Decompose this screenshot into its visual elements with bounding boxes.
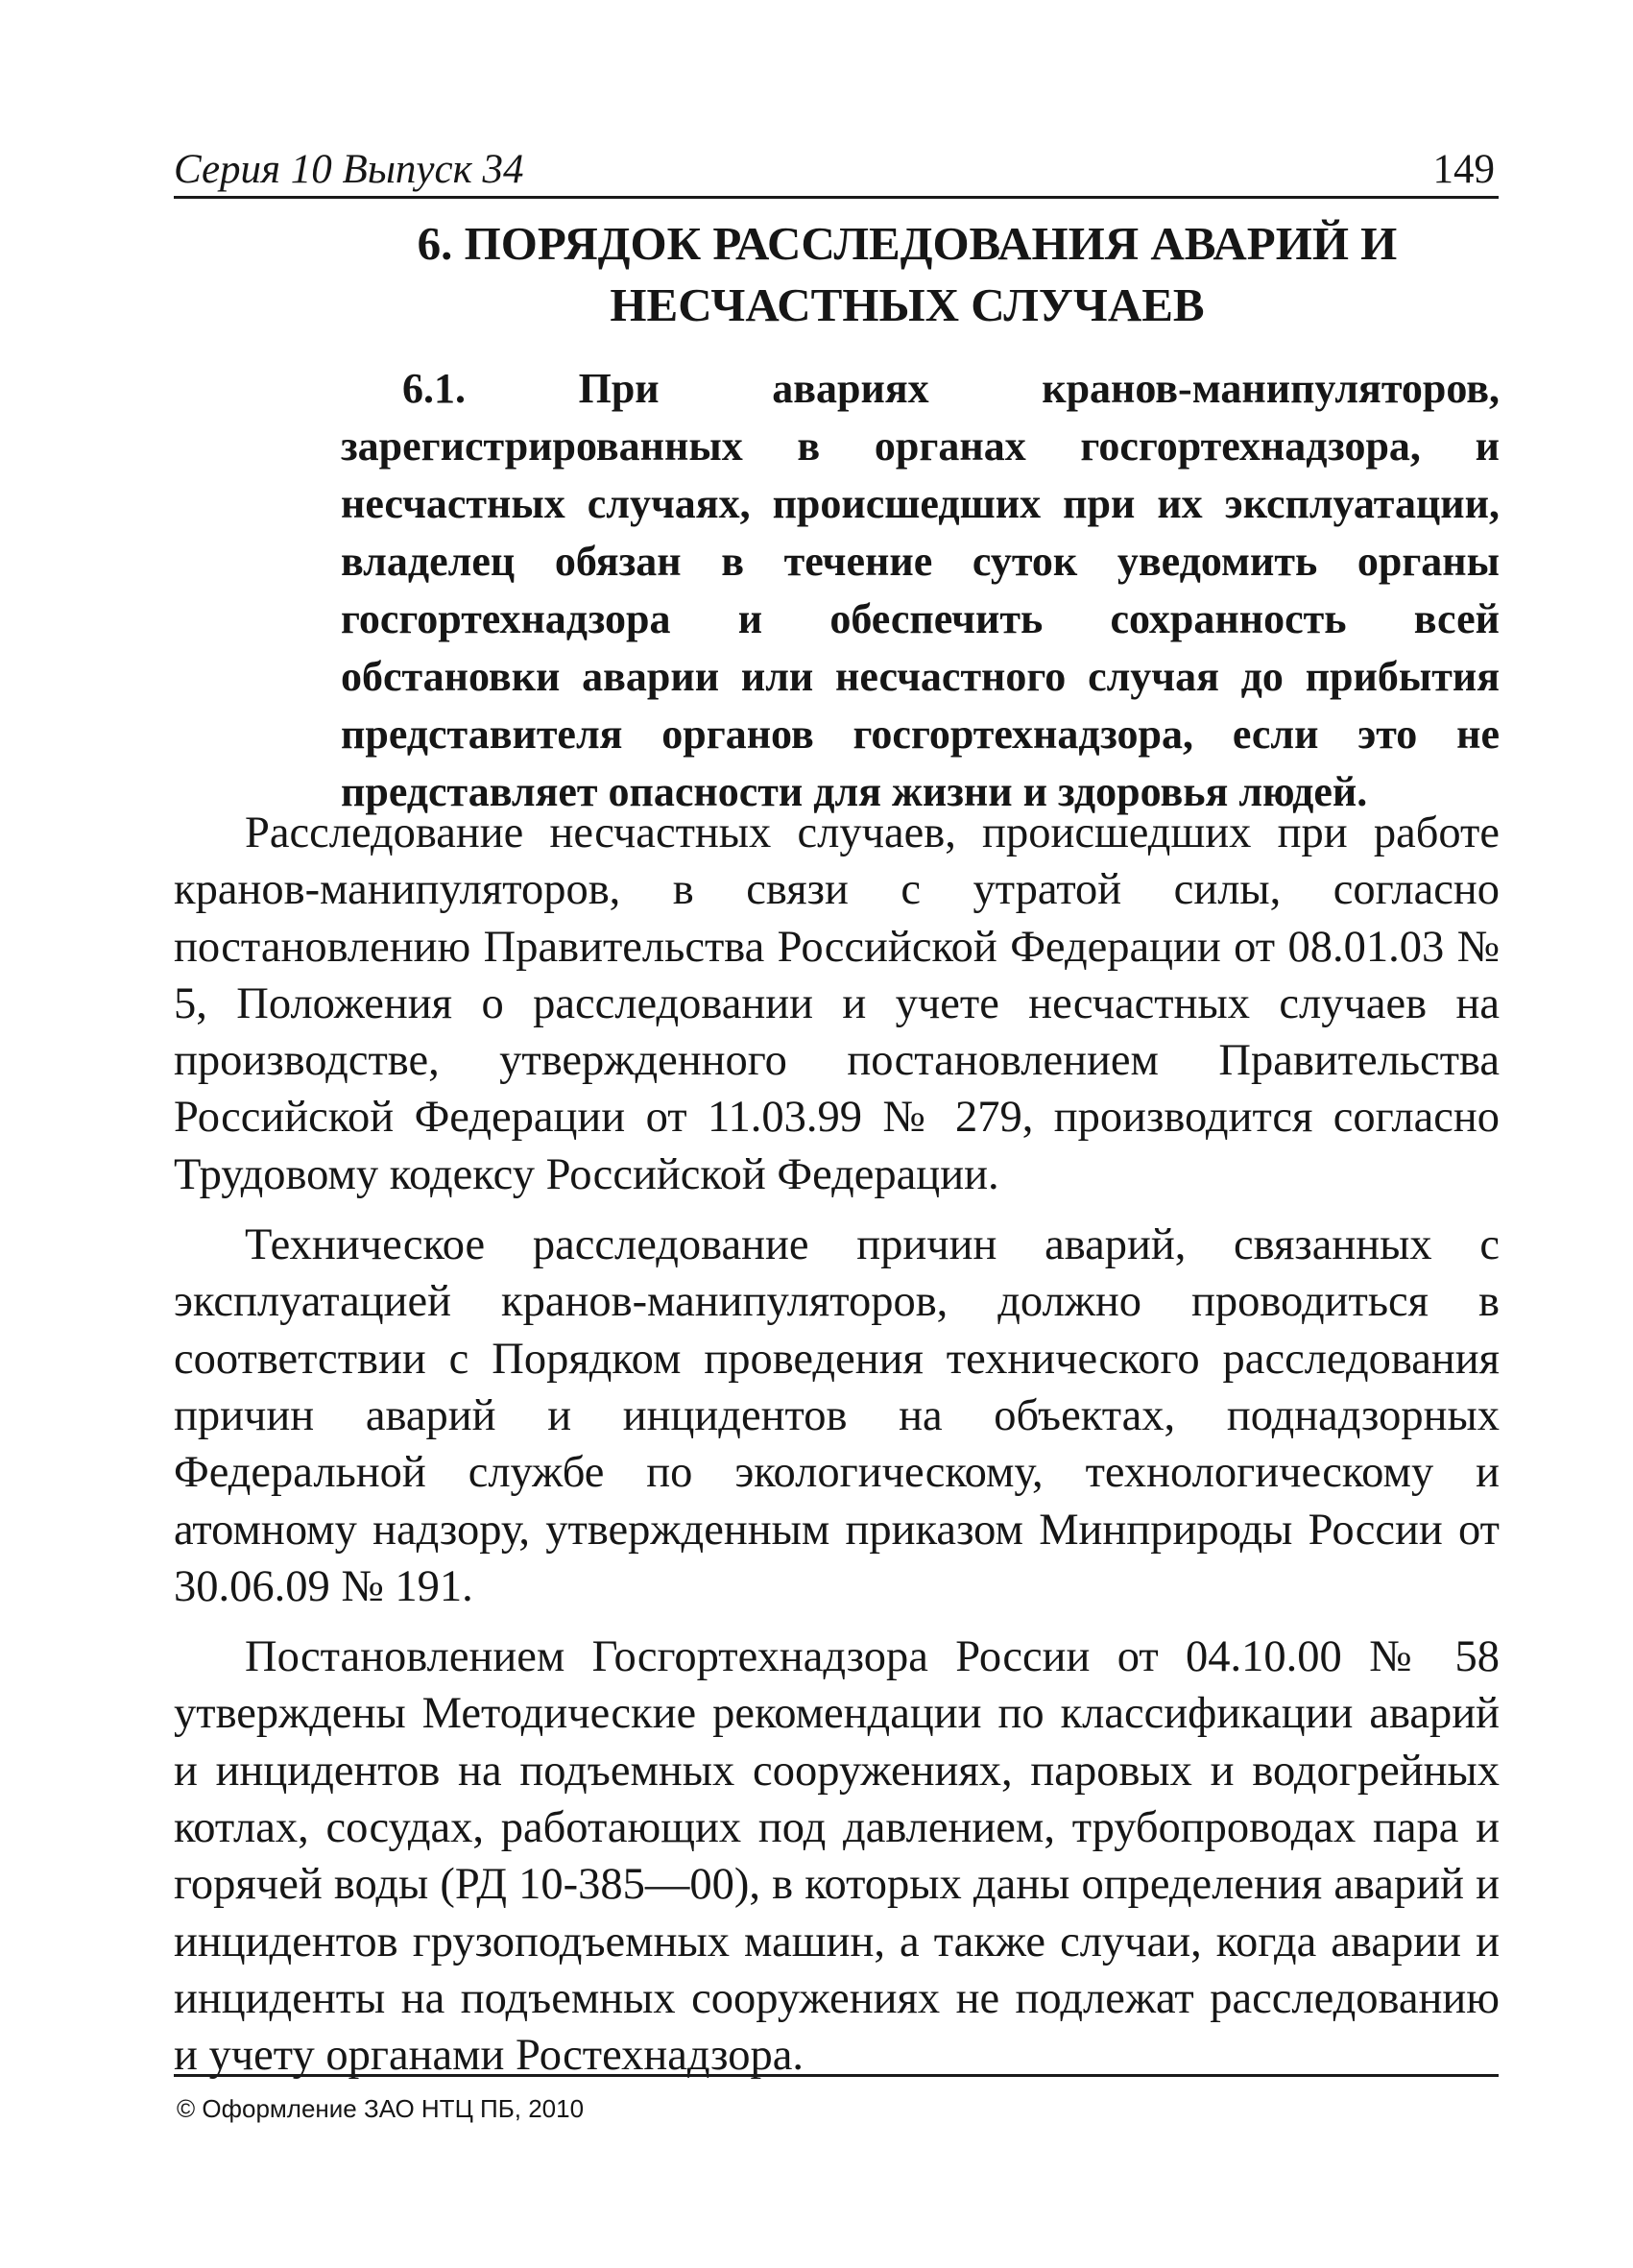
footer-copyright: © Оформление ЗАО НТЦ ПБ, 2010 bbox=[177, 2094, 585, 2123]
chapter-title-line-2: НЕСЧАСТНЫХ СЛУЧАЕВ bbox=[610, 278, 1205, 331]
section-6-1-text: 6.1. При авариях кранов-манипуляторов, зарегистрированных в органах госгортехнадзора, и несчастных случаях, происшедших при их эксплуатации, владелец обязан в течение суток уведомить органы госгортехнадзора и обеспечить сохранность всей обстановки аварии или несчастного случая до прибытия представителя органов госгортехнадзора, если это не представляет опасности для жизни и здоровья людей. bbox=[341, 365, 1500, 815]
body-text bbox=[174, 805, 1500, 2098]
chapter-title-line-1: 6. ПОРЯДОК РАССЛЕДОВАНИЯ АВАРИЙ И bbox=[417, 217, 1398, 270]
chapter-title bbox=[403, 213, 1411, 336]
paragraph-technical-investigation: Техническое расследование причин аварий, связанных с эксплуатацией кранов-манипуляторов, должно проводиться в соответствии с Порядком проведения технического расследования причин аварий и инцидентов на объектах, поднадзорных Федеральной службе по экологическому, технологическому и атомному надзору, утвержденным приказом Минприроды России от 30.06.09 № 191. bbox=[174, 1220, 1500, 1611]
series-label: Серия 10 Выпуск 34 bbox=[174, 147, 524, 192]
paragraph-accident-investigation: Расследование несчастных случаев, происшедших при работе кранов-манипуляторов, в связи с утратой силы, согласно постановлению Правительства Российской Федерации от 08.01.03 № 5, Положения о расследовании и учете несчастных случаев на производстве, утвержденного постановлением Правительства Российской Федерации от 11.03.99 № 279, производится согласно Трудовому кодексу Российской Федерации. bbox=[174, 808, 1500, 1199]
paragraph-methodical-recommendations: Постановлением Госгортехнадзора России от 04.10.00 № 58 утверждены Методические рекомендации по классификации аварий и инцидентов на подъемных сооружениях, паровых и водогрейных котлах, сосудах, работающих под давлением, трубопроводах пара и горячей воды (РД 10-385—00), в которых даны определения аварий и инцидентов грузоподъемных машин, а также случаи, когда аварии и инциденты на подъемных сооружениях не подлежат расследованию и учету органами Ростехнадзора. bbox=[174, 1632, 1500, 2081]
page-number: 149 bbox=[1432, 147, 1495, 192]
footer-divider bbox=[174, 2074, 1499, 2077]
running-header bbox=[174, 144, 1499, 199]
